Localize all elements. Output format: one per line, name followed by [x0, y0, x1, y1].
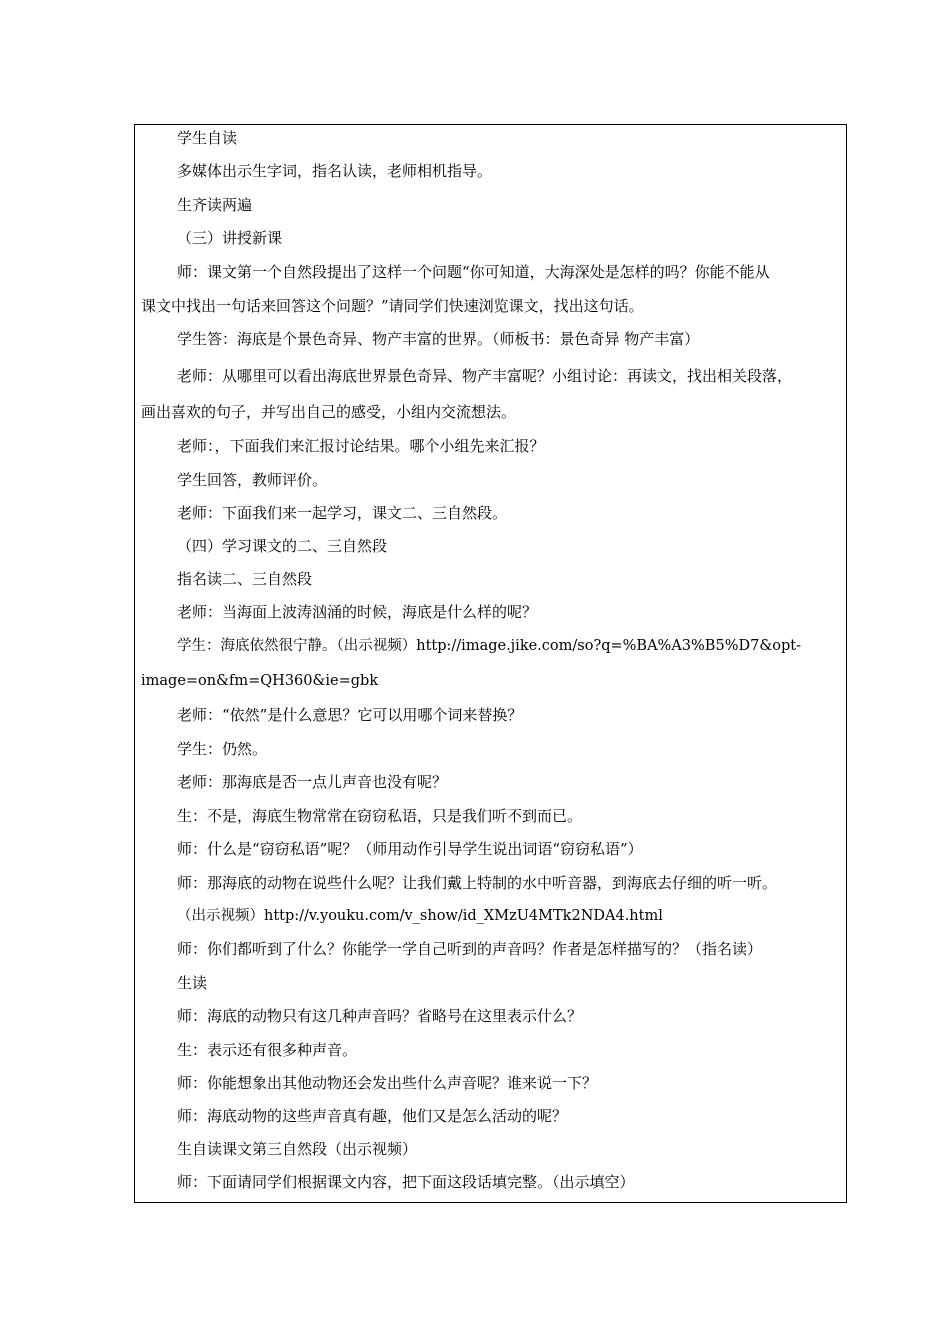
text-line: 生自读课文第三自然段（出示视频）: [177, 1140, 418, 1158]
text-line: 师：海底动物的这些声音真有趣，他们又是怎么活动的呢？: [177, 1107, 568, 1125]
text-line: 师：你们都听到了什么？你能学一学自己听到的声音吗？作者是怎样描写的？（指名读）: [177, 940, 763, 958]
text-line-with-link: 学生：海底依然很宁静。（出示视频）http://image.jike.com/so?q=%BA%A3%B5%D7&opt-: [177, 638, 801, 654]
text-line: 生：不是，海底生物常常在窃窃私语，只是我们听不到而已。: [177, 807, 583, 825]
text-line: 师：什么是“窃窃私语”呢？（师用动作引导学生说出词语“窃窃私语”）: [177, 840, 643, 858]
document-body: [135, 125, 846, 1202]
section-heading: （三）讲授新课: [177, 229, 283, 247]
text-line: 老师：那海底是否一点儿声音也没有呢？: [177, 773, 448, 791]
text-line: 老师：从哪里可以看出海底世界景色奇异、物产丰富呢？小组讨论：再读文，找出相关段落，: [177, 367, 793, 385]
text-line: 师：海底的动物只有这几种声音吗？省略号在这里表示什么？: [177, 1007, 583, 1025]
text-line: 师：那海底的动物在说些什么呢？让我们戴上特制的水中听音器，到海底去仔细的听一听。: [177, 874, 778, 892]
text-line: 老师：“依然”是什么意思？它可以用哪个词来替换？: [177, 706, 523, 724]
text-line: 师：下面请同学们根据课文内容，把下面这段话填完整。（出示填空）: [177, 1173, 635, 1191]
text-line: 指名读二、三自然段: [177, 570, 313, 588]
text-line: 生读: [177, 974, 208, 992]
text-line: 老师：当海面上波涛汹涌的时候，海底是什么样的呢？: [177, 603, 538, 621]
text-line: 老师：，下面我们来汇报讨论结果。哪个小组先来汇报？: [177, 437, 545, 455]
text-line: 师：课文第一个自然段提出了这样一个问题“你可知道，大海深处是怎样的吗？你能不能从: [177, 263, 770, 281]
text-line: 学生自读: [177, 129, 238, 147]
text-line: 生齐读两遍: [177, 196, 253, 214]
text-line: 师：你能想象出其他动物还会发出些什么声音呢？谁来说一下？: [177, 1074, 598, 1092]
text-line: 学生：仍然。: [177, 740, 268, 758]
text-line: 多媒体出示生字词，指名认读，老师相机指导。: [177, 162, 493, 180]
content-table-cell: [134, 124, 847, 1203]
text-line: 课文中找出一句话来回答这个问题？”请同学们快速浏览课文，找出这句话。: [141, 297, 644, 315]
text-line: 老师：下面我们来一起学习，课文二、三自然段。: [177, 504, 508, 522]
text-line: 学生答：海底是个景色奇异、物产丰富的世界。（师板书：景色奇异 物产丰富）: [177, 330, 700, 348]
text-line-with-link: （出示视频）http://v.youku.com/v_show/id_XMzU4MTk2NDA4.html: [177, 908, 663, 924]
text-line: 生：表示还有很多种声音。: [177, 1041, 358, 1059]
text-line: 学生回答，教师评价。: [177, 471, 328, 489]
link-continuation: image=on&fm=QH360&ie=gbk: [141, 673, 379, 689]
section-heading: （四）学习课文的二、三自然段: [177, 537, 388, 555]
text-line: 画出喜欢的句子，并写出自己的感受，小组内交流想法。: [141, 403, 517, 421]
